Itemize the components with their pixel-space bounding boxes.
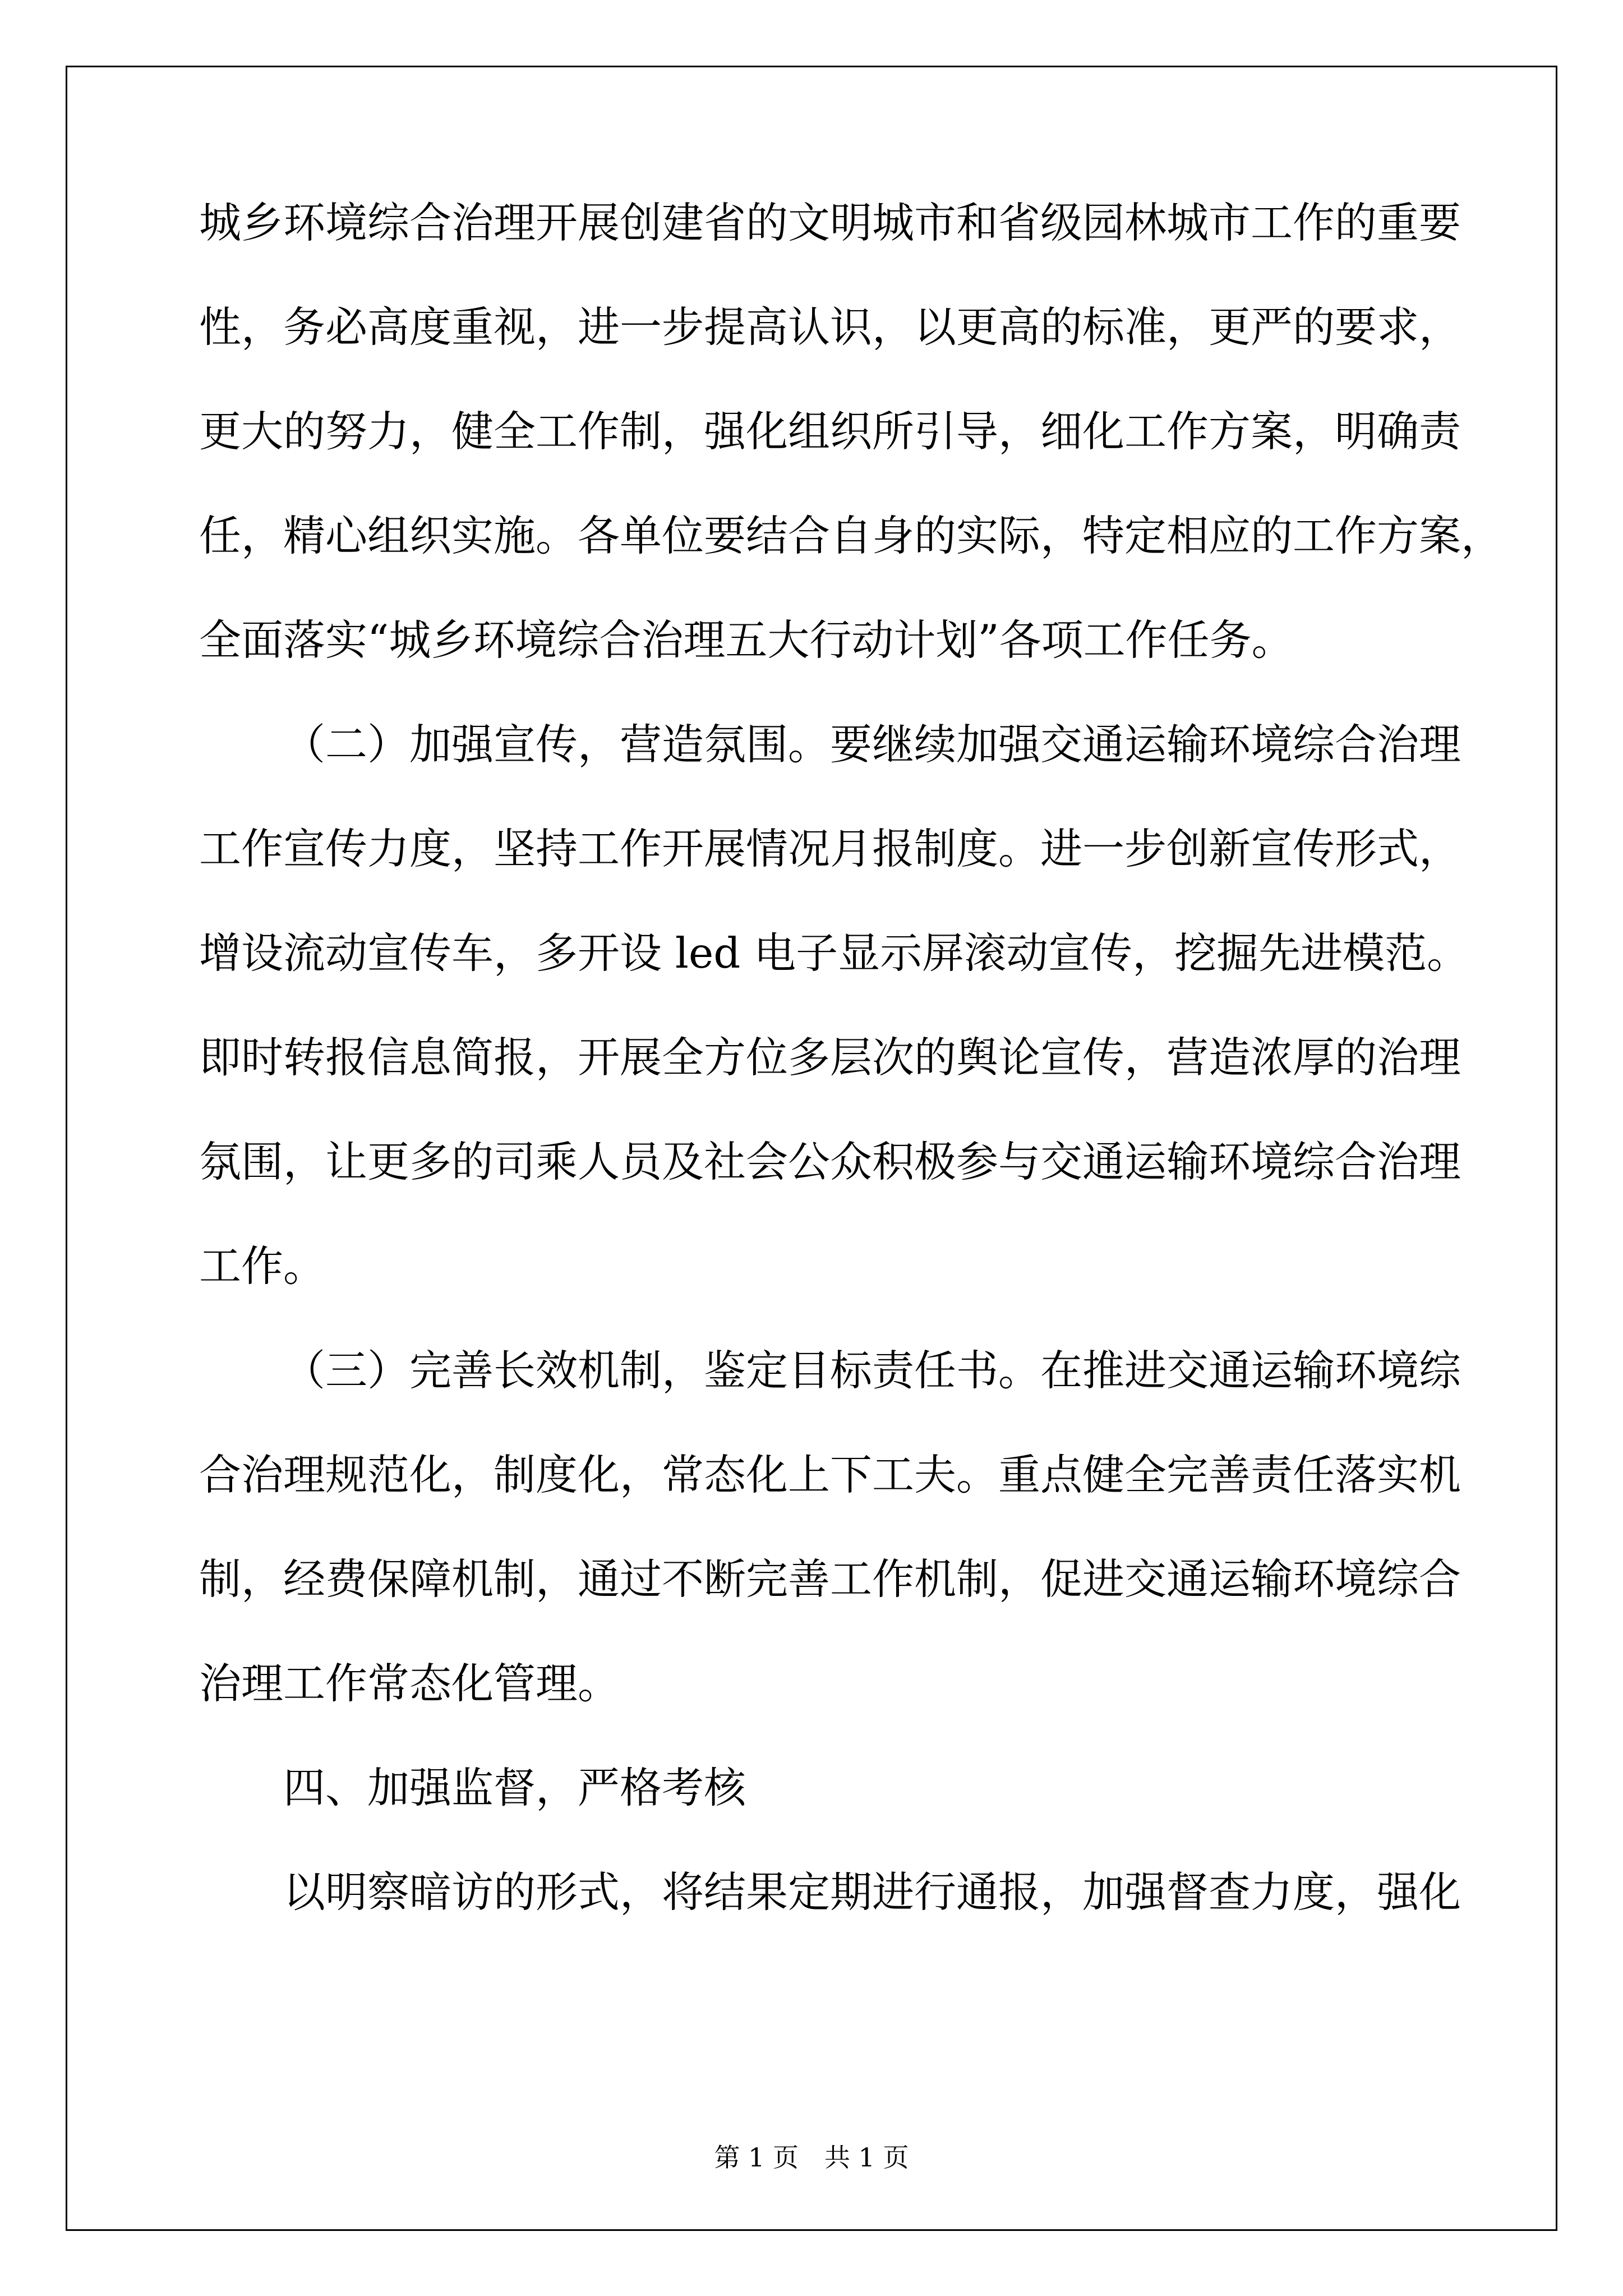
text-line: 合治理规范化，制度化，常态化上下工夫。重点健全完善责任落实机 — [199, 1450, 1461, 1499]
text-line: 全面落实“城乡环境综合治理五大行动计划”各项工作任务。 — [199, 615, 1294, 665]
paragraph-heading-2: （二）加强宣传，营造氛围。要继续加强交通运输环境综合治理 — [283, 720, 1461, 769]
text-line: 任，精心组织实施。各单位要结合自身的实际，特定相应的工作方案， — [199, 511, 1504, 560]
text-line: 工作。 — [199, 1241, 326, 1291]
text-line: 以明察暗访的形式，将结果定期进行通报，加强督查力度，强化 — [283, 1867, 1461, 1917]
text-line: 更大的努力，健全工作制，强化组织所引导，细化工作方案，明确责 — [199, 407, 1461, 456]
text-line: 氛围，让更多的司乘人员及社会公众积极参与交通运输环境综合治理 — [199, 1137, 1461, 1186]
text-line: 增设流动宣传车，多开设 led 电子显示屏滚动宣传，挖掘先进模范。 — [199, 928, 1469, 978]
text-line: 性，务必高度重视，进一步提高认识，以更高的标准，更严的要求， — [199, 302, 1461, 352]
text-line: 治理工作常态化管理。 — [199, 1659, 620, 1708]
text-line: 制，经费保障机制，通过不断完善工作机制，促进交通运输环境综合 — [199, 1554, 1461, 1604]
section-heading-4: 四、加强监督，严格考核 — [283, 1763, 746, 1812]
text-line: 即时转报信息简报，开展全方位多层次的舆论宣传，营造浓厚的治理 — [199, 1033, 1461, 1082]
page-number: 第 1 页 共 1 页 — [714, 2142, 909, 2173]
text-line: 工作宣传力度，坚持工作开展情况月报制度。进一步创新宣传形式， — [199, 824, 1461, 873]
text-line: 城乡环境综合治理开展创建省的文明城市和省级园林城市工作的重要 — [199, 198, 1461, 247]
paragraph-heading-3: （三）完善长效机制，鉴定目标责任书。在推进交通运输环境综 — [283, 1346, 1461, 1395]
